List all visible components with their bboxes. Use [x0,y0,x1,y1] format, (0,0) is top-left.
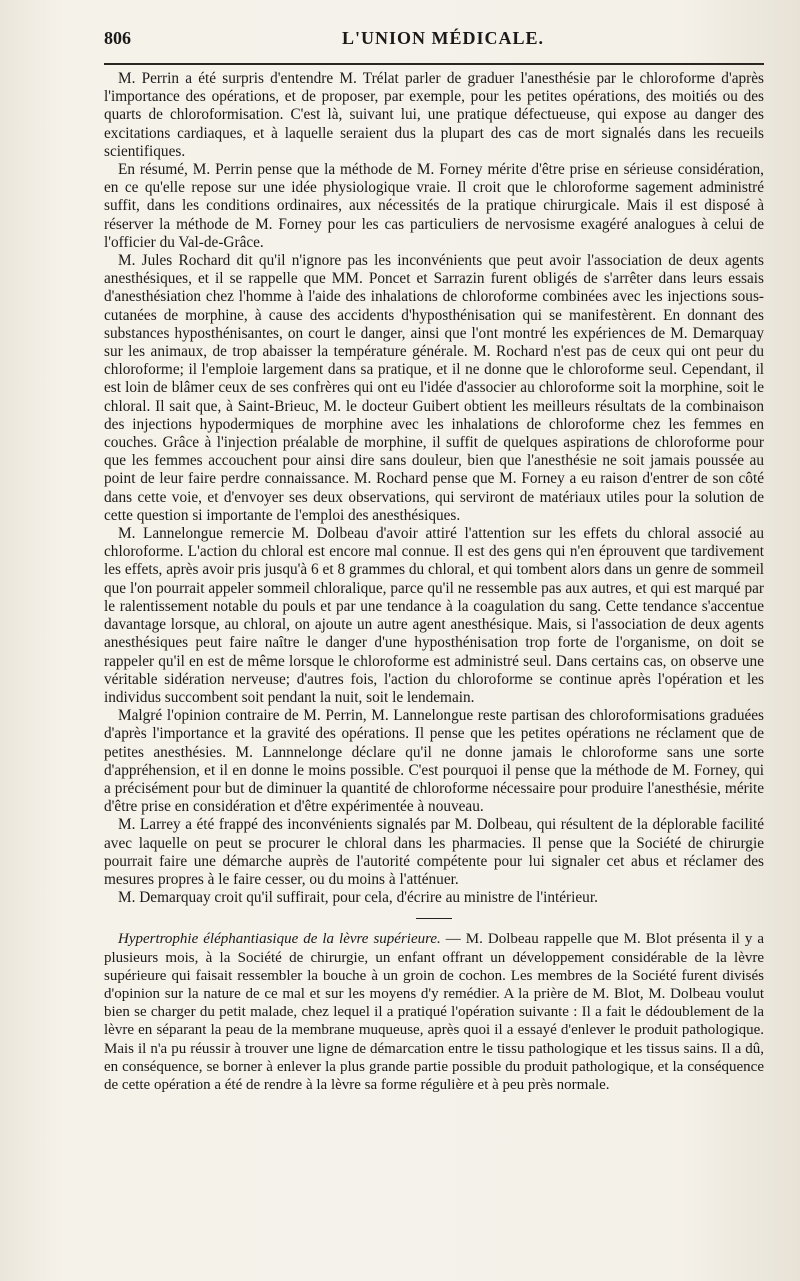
paragraph-rochard: M. Jules Rochard dit qu'il n'ignore pas les inconvénients que peut avoir l'association de deux agents anesthésiques, et il se rappelle que MM. Poncet et Sarrazin furent obligés de s'arrêter dans leurs essais d'anesthésiation chez l'homme à l'aide des inhalations de chloroforme combinées avec les injections sous-cutanées de morphine, à cause des accidents d'hyposthénisation qui se manifestèrent. En donnant des substances hyposthénisantes, on court le danger, ainsi que l'ont montré les expériences de M. Demarquay sur les animaux, de trop abaisser la température générale. M. Rochard n'est pas de ceux qui ont peur du chloroforme; il l'emploie largement dans sa pratique, et il ne donne que le chloroforme seul. Cependant, il est loin de blâmer ceux de ses confrères qui ont eu l'idée d'associer au chloroforme soit la morphine, soit le chloral. Il sait que, à Saint-Brieuc, M. le docteur Guibert obtient les meilleurs résultats de la combinaison des injections hypodermiques de morphine avec les inhalations de chloroforme chez les femmes en couches. Grâce à l'injection préalable de morphine, il suffit de quelques aspirations de chloroforme pour que les femmes accouchent pour ainsi dire sans douleur, bien que l'anesthésie ne soit jamais poussée au point de leur faire perdre connaissance. M. Rochard pense que M. Forney a eu raison d'entrer de son côté dans cette voie, et d'envoyer ses deux observations, qui serviront de matériaux utiles pour la solution de cette question si importante de l'emploi des anesthésiques. [104,252,764,524]
paragraph-demarquay: M. Demarquay croit qu'il suffirait, pour cela, d'écrire au ministre de l'intérieur. [118,889,598,907]
paragraph-perrin-1: M. Perrin a été surpris d'entendre M. Trélat parler de graduer l'anesthésie par le chloroforme d'après l'importance des opérations, et de proposer, par exemple, pour les petites opérations, des moitiés ou des quarts de chloroformisation. C'est là, suivant lui, une pratique défectueuse, qui expose au danger des excitations cardiaques, et à laquelle seraient dus la plupart des cas de mort signalés dans les recueils scientifiques. [104,70,764,160]
paragraph-lannelongue-1: M. Lannelongue remercie M. Dolbeau d'avoir attiré l'attention sur les effets du chloral associé au chloroforme. L'action du chloral est encore mal connue. Il est des gens qui n'en éprouvent que tardivement les effets, après avoir pris jusqu'à 6 et 8 grammes du chloral, et qui tombent alors dans un genre de sommeil que l'on pourrait appeler sommeil chloralique, parce qu'il ne ressemble pas aux autres, et qui est marqué par le ralentissement notable du pouls et par une tendance à la coagulation du sang. Cette tendance s'accentue davantage lorsque, au chloral, on ajoute un autre agent anesthésique. Mais, si l'association de deux agents anesthésiques peut faire naître le danger d'une hyposthénisation trop forte de l'organisme, on doit se rappeler qu'il en est de même lorsque le chloroforme est administré seul. Dans certains cas, on observe une véritable sidération nerveuse; d'autres fois, l'action du chloroforme se continue après l'opération et les individus succombent soit pendant la nuit, soit le lendemain. [104,525,764,706]
section-title: Hypertrophie éléphantiasique de la lèvre supérieure. [118,931,441,948]
paragraph-lannelongue-2: Malgré l'opinion contraire de M. Perrin, M. Lannelongue reste partisan des chloroformisations graduées d'après l'importance et la gravité des opérations. Il pense que les petites opérations ne réclament que de petites anesthésies. M. Lannnelonge déclare qu'il ne donne jamais le chloroforme sans une sorte d'appréhension, et il en donne le moins possible. C'est pourquoi il pense que la méthode de M. Forney, qui a précisément pour but de diminuer la quantité de chloroforme nécessaire pour produire l'anesthésie, mérite d'être prise en considération et d'être expérimentée à nouveau. [104,707,764,816]
header-rule [104,63,764,65]
page-header [104,28,764,56]
section-divider [416,918,452,919]
paragraph-perrin-2: En résumé, M. Perrin pense que la méthode de M. Forney mérite d'être prise en sérieuse considération, en ce qu'elle repose sur une idée physiologique vraie. Il croit que le chloroforme sagement administré suffit, dans les conditions ordinaires, aux nécessités de la pratique chirurgicale. Mais il est disposé à réserver la méthode de M. Forney pour les cas particuliers de nervosisme exagéré analogues à celui de l'officier du Val-de-Grâce. [104,161,764,251]
section-paragraph [104,930,764,1094]
running-title: L'UNION MÉDICALE. [342,28,545,48]
section-body: — M. Dolbeau rappelle que M. Blot présenta il y a plusieurs mois, à la Société de chirurgie, un enfant offrant un développement considérable de la lèvre supérieure qui faisait ressembler la bouche à un groin de cochon. Les membres de la Société furent divisés d'opinion sur la nature de ce mal et sur les moyens d'y remédier. A la prière de M. Blot, M. Dolbeau voulut bien se charger du petit malade, chez lequel il a pratiqué l'opération suivante : Il a fait le dédoublement de la lèvre en séparant la peau de la membrane muqueuse, après quoi il a essayé d'enlever le produit pathologique. Mais il n'a pu réussir à trouver une ligne de démarcation entre le tissu pathologique et les tissus sains. Il a dû, en conséquence, se borner à enlever la plus grande partie possible du produit pathologique, et la conséquence de cette opération a été de rendre à la lèvre sa forme régulière et à peu près normale. [104,931,764,1093]
paragraph-larrey: M. Larrey a été frappé des inconvénients signalés par M. Dolbeau, qui résultent de la déplorable facilité avec laquelle on peut se procurer le chloral dans les pharmacies. Il pense que la Société de chirurgie pourrait faire une démarche auprès de l'autorité compétente pour lui signaler cet abus et réclamer des mesures propres à le faire cesser, ou du moins à l'atténuer. [104,816,764,888]
body-text [104,70,764,1094]
page-number: 806 [104,28,131,48]
